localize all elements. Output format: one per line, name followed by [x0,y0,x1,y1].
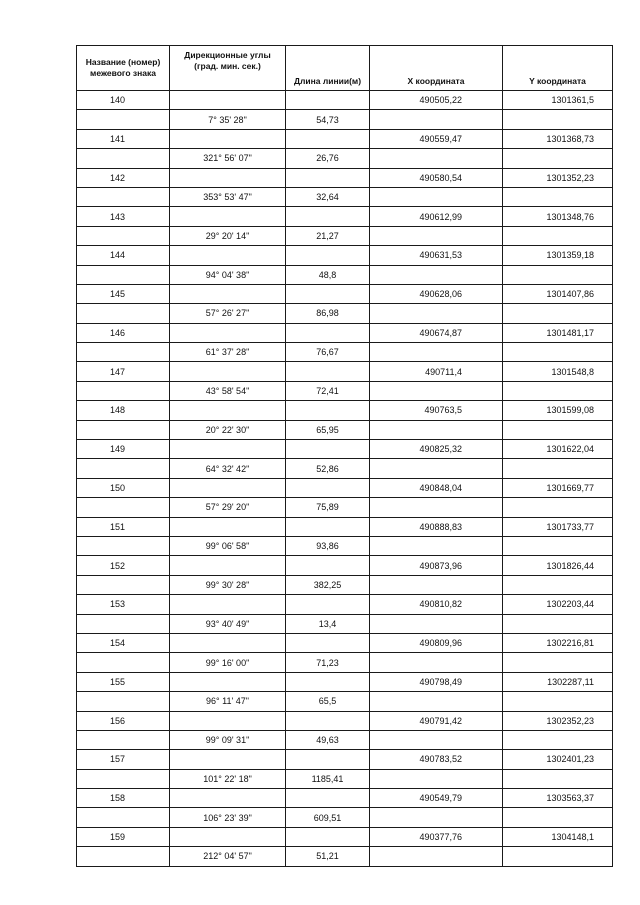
empty-cell [170,595,286,614]
empty-cell [503,226,613,245]
table-row-segment [77,381,613,400]
x-coordinate-cell: 490763,5 [370,401,503,420]
empty-cell [370,265,503,284]
point-name-cell: 159 [77,827,170,846]
line-length-cell: 21,27 [286,226,370,245]
y-coordinate-cell: 1303563,37 [503,789,613,808]
table-row-point [77,478,613,497]
empty-cell [286,556,370,575]
point-name-cell: 150 [77,478,170,497]
empty-cell [77,730,170,749]
table-row-segment [77,265,613,284]
directional-angle-cell: 64° 32' 42" [170,459,286,478]
table-row-point [77,129,613,148]
line-length-cell: 26,76 [286,149,370,168]
empty-cell [286,595,370,614]
empty-cell [77,847,170,866]
table-row-segment [77,420,613,439]
empty-cell [170,711,286,730]
empty-cell [503,459,613,478]
line-length-cell: 51,21 [286,847,370,866]
y-coordinate-cell: 1302401,23 [503,750,613,769]
line-length-cell: 76,67 [286,343,370,362]
coordinates-table [76,45,613,867]
directional-angle-cell: 57° 29' 20" [170,498,286,517]
directional-angle-cell: 101° 22' 18" [170,769,286,788]
y-coordinate-cell: 1301669,77 [503,478,613,497]
empty-cell [77,381,170,400]
empty-cell [170,517,286,536]
empty-cell [286,91,370,110]
point-name-cell: 157 [77,750,170,769]
empty-cell [170,323,286,342]
empty-cell [170,246,286,265]
x-coordinate-cell: 490377,76 [370,827,503,846]
x-coordinate-cell: 490505,22 [370,91,503,110]
directional-angle-cell: 43° 58' 54" [170,381,286,400]
empty-cell [286,362,370,381]
empty-cell [370,226,503,245]
point-name-cell: 142 [77,168,170,187]
point-name-cell: 152 [77,556,170,575]
empty-cell [370,110,503,129]
point-name-cell: 154 [77,633,170,652]
directional-angle-cell: 99° 06' 58" [170,536,286,555]
directional-angle-cell: 99° 16' 00" [170,653,286,672]
y-coordinate-cell: 1301348,76 [503,207,613,226]
empty-cell [503,498,613,517]
table-row-point [77,672,613,691]
y-coordinate-cell: 1302203,44 [503,595,613,614]
header-directional-angles: Дирекционные углы (град. мин. сек.) [170,46,286,91]
point-name-cell: 149 [77,440,170,459]
empty-cell [503,653,613,672]
x-coordinate-cell: 490848,04 [370,478,503,497]
table-row-point [77,362,613,381]
empty-cell [503,265,613,284]
empty-cell [170,401,286,420]
table-row-segment [77,304,613,323]
empty-cell [170,827,286,846]
empty-cell [77,769,170,788]
empty-cell [503,614,613,633]
empty-cell [170,362,286,381]
table-row-point [77,284,613,303]
empty-cell [503,420,613,439]
empty-cell [170,672,286,691]
table-row-segment [77,226,613,245]
table-row-point [77,207,613,226]
directional-angle-cell: 106° 23' 39" [170,808,286,827]
y-coordinate-cell: 1301407,86 [503,284,613,303]
empty-cell [286,168,370,187]
empty-cell [77,304,170,323]
x-coordinate-cell: 490825,32 [370,440,503,459]
empty-cell [77,343,170,362]
empty-cell [77,692,170,711]
table-row-point [77,750,613,769]
empty-cell [503,575,613,594]
empty-cell [170,129,286,148]
y-coordinate-cell: 1301361,5 [503,91,613,110]
line-length-cell: 93,86 [286,536,370,555]
empty-cell [286,672,370,691]
directional-angle-cell: 94° 04' 38" [170,265,286,284]
directional-angle-cell: 212° 04' 57" [170,847,286,866]
x-coordinate-cell: 490873,96 [370,556,503,575]
x-coordinate-cell: 490628,06 [370,284,503,303]
line-length-cell: 13,4 [286,614,370,633]
empty-cell [503,343,613,362]
empty-cell [170,633,286,652]
empty-cell [503,692,613,711]
y-coordinate-cell: 1301481,17 [503,323,613,342]
table-row-segment [77,847,613,866]
x-coordinate-cell: 490612,99 [370,207,503,226]
y-coordinate-cell: 1302287,11 [503,672,613,691]
empty-cell [370,653,503,672]
empty-cell [503,187,613,206]
table-row-point [77,556,613,575]
empty-cell [170,556,286,575]
empty-cell [370,730,503,749]
empty-cell [370,420,503,439]
empty-cell [77,149,170,168]
directional-angle-cell: 99° 30' 28" [170,575,286,594]
directional-angle-cell: 99° 09' 31" [170,730,286,749]
empty-cell [370,575,503,594]
empty-cell [503,769,613,788]
empty-cell [503,847,613,866]
empty-cell [77,226,170,245]
point-name-cell: 143 [77,207,170,226]
x-coordinate-cell: 490580,54 [370,168,503,187]
directional-angle-cell: 353° 53' 47" [170,187,286,206]
y-coordinate-cell: 1304148,1 [503,827,613,846]
y-coordinate-cell: 1301622,04 [503,440,613,459]
table-row-point [77,827,613,846]
header-line-length: Длина линии(м) [286,46,370,91]
empty-cell [370,808,503,827]
y-coordinate-cell: 1301599,08 [503,401,613,420]
empty-cell [503,110,613,129]
empty-cell [170,207,286,226]
point-name-cell: 151 [77,517,170,536]
empty-cell [170,440,286,459]
line-length-cell: 382,25 [286,575,370,594]
y-coordinate-cell: 1301826,44 [503,556,613,575]
empty-cell [503,536,613,555]
point-name-cell: 155 [77,672,170,691]
empty-cell [77,536,170,555]
header-y-coordinate: Y координата [503,46,613,91]
x-coordinate-cell: 490809,96 [370,633,503,652]
table-row-point [77,595,613,614]
empty-cell [286,750,370,769]
empty-cell [370,692,503,711]
empty-cell [370,149,503,168]
line-length-cell: 65,5 [286,692,370,711]
empty-cell [286,246,370,265]
table-row-segment [77,187,613,206]
empty-cell [77,110,170,129]
y-coordinate-cell: 1302216,81 [503,633,613,652]
line-length-cell: 75,89 [286,498,370,517]
empty-cell [286,323,370,342]
point-name-cell: 158 [77,789,170,808]
empty-cell [370,847,503,866]
empty-cell [370,498,503,517]
y-coordinate-cell: 1301733,77 [503,517,613,536]
empty-cell [170,284,286,303]
line-length-cell: 52,86 [286,459,370,478]
empty-cell [77,653,170,672]
empty-cell [286,129,370,148]
empty-cell [286,633,370,652]
x-coordinate-cell: 490711,4 [370,362,503,381]
empty-cell [77,420,170,439]
header-row [77,46,613,91]
empty-cell [503,149,613,168]
point-name-cell: 144 [77,246,170,265]
line-length-cell: 54,73 [286,110,370,129]
empty-cell [77,265,170,284]
empty-cell [77,614,170,633]
line-length-cell: 71,23 [286,653,370,672]
empty-cell [170,750,286,769]
table-row-point [77,91,613,110]
table-row-segment [77,769,613,788]
line-length-cell: 65,95 [286,420,370,439]
table-body [77,91,613,867]
header-point-name: Название (номер) межевого знака [77,46,170,91]
point-name-cell: 153 [77,595,170,614]
table-row-segment [77,498,613,517]
x-coordinate-cell: 490783,52 [370,750,503,769]
point-name-cell: 156 [77,711,170,730]
y-coordinate-cell: 1301548,8 [503,362,613,381]
line-length-cell: 32,64 [286,187,370,206]
directional-angle-cell: 61° 37' 28" [170,343,286,362]
directional-angle-cell: 7° 35' 28" [170,110,286,129]
line-length-cell: 72,41 [286,381,370,400]
empty-cell [370,381,503,400]
x-coordinate-cell: 490631,53 [370,246,503,265]
empty-cell [77,187,170,206]
directional-angle-cell: 321° 56' 07" [170,149,286,168]
empty-cell [286,478,370,497]
point-name-cell: 145 [77,284,170,303]
table-row-segment [77,653,613,672]
empty-cell [77,808,170,827]
empty-cell [286,517,370,536]
empty-cell [370,536,503,555]
empty-cell [370,343,503,362]
table-row-segment [77,808,613,827]
empty-cell [170,789,286,808]
empty-cell [286,207,370,226]
line-length-cell: 1185,41 [286,769,370,788]
table-row-segment [77,575,613,594]
point-name-cell: 141 [77,129,170,148]
line-length-cell: 49,63 [286,730,370,749]
directional-angle-cell: 96° 11' 47" [170,692,286,711]
empty-cell [503,381,613,400]
empty-cell [503,304,613,323]
empty-cell [286,827,370,846]
line-length-cell: 48,8 [286,265,370,284]
line-length-cell: 609,51 [286,808,370,827]
table-row-point [77,168,613,187]
empty-cell [370,459,503,478]
empty-cell [77,575,170,594]
line-length-cell: 86,98 [286,304,370,323]
empty-cell [286,440,370,459]
directional-angle-cell: 20° 22' 30" [170,420,286,439]
table-row-segment [77,343,613,362]
empty-cell [286,401,370,420]
table-row-segment [77,730,613,749]
x-coordinate-cell: 490810,82 [370,595,503,614]
table-row-segment [77,110,613,129]
point-name-cell: 147 [77,362,170,381]
directional-angle-cell: 57° 26' 27" [170,304,286,323]
empty-cell [77,459,170,478]
empty-cell [170,168,286,187]
empty-cell [503,808,613,827]
x-coordinate-cell: 490549,79 [370,789,503,808]
y-coordinate-cell: 1301352,23 [503,168,613,187]
table-row-point [77,401,613,420]
x-coordinate-cell: 490798,49 [370,672,503,691]
table-row-point [77,246,613,265]
point-name-cell: 146 [77,323,170,342]
table-row-point [77,789,613,808]
table-row-point [77,323,613,342]
empty-cell [370,304,503,323]
table-row-segment [77,614,613,633]
empty-cell [286,789,370,808]
point-name-cell: 140 [77,91,170,110]
y-coordinate-cell: 1301359,18 [503,246,613,265]
empty-cell [286,284,370,303]
header-x-coordinate: X координата [370,46,503,91]
table-row-segment [77,459,613,478]
empty-cell [170,91,286,110]
empty-cell [370,187,503,206]
table-row-point [77,711,613,730]
empty-cell [370,614,503,633]
y-coordinate-cell: 1301368,73 [503,129,613,148]
x-coordinate-cell: 490888,83 [370,517,503,536]
table-row-point [77,633,613,652]
empty-cell [286,711,370,730]
directional-angle-cell: 29° 20' 14" [170,226,286,245]
x-coordinate-cell: 490791,42 [370,711,503,730]
x-coordinate-cell: 490559,47 [370,129,503,148]
table-row-segment [77,536,613,555]
empty-cell [77,498,170,517]
empty-cell [170,478,286,497]
directional-angle-cell: 93° 40' 49" [170,614,286,633]
point-name-cell: 148 [77,401,170,420]
table-row-point [77,440,613,459]
table-row-segment [77,149,613,168]
table-row-segment [77,692,613,711]
y-coordinate-cell: 1302352,23 [503,711,613,730]
empty-cell [503,730,613,749]
x-coordinate-cell: 490674,87 [370,323,503,342]
empty-cell [370,769,503,788]
table-row-point [77,517,613,536]
